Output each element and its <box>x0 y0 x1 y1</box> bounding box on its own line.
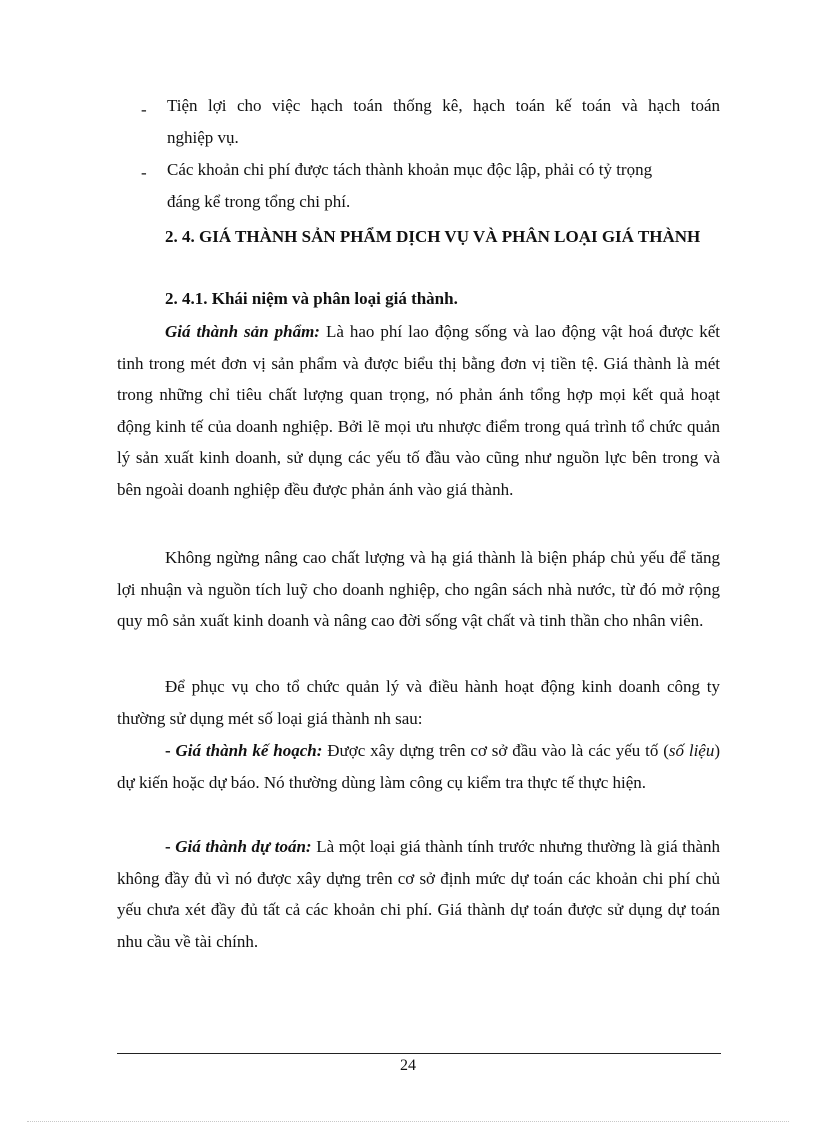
subsection-heading: 2. 4.1. Khái niệm và phân loại giá thành. <box>165 289 458 308</box>
dash: - <box>165 741 176 760</box>
bullet-line: Các khoản chi phí được tách thành khoản mục độc lập, phải có tỷ trọng <box>167 160 653 179</box>
bullet-marker: - <box>141 100 147 119</box>
paragraph-text: Được xây dựng trên cơ sở đầu vào là các yếu tố ( <box>322 741 669 760</box>
paragraph-text: Là hao phí lao động sống và lao động vật hoá được kết tinh trong mét đơn vị sản phẩm và được biểu thị bằng đơn vị tiền tệ. Giá thành là mét trong những chỉ tiêu chất lượng quan trọng, nó phản ánh tổng hợp mọi kết quả hoạt động kinh tế của doanh nghiệp. Bởi lẽ mọi ưu nhược điểm trong quá trình tổ chức quản lý sản xuất kinh doanh, sử dụng các yếu tố đầu vào cũng như nguồn lực bên trong và bên ngoài doanh nghiệp đều được phản ánh vào giá thành. <box>117 322 720 499</box>
dash: - <box>165 837 176 856</box>
italic-so-lieu: số liệu <box>668 741 715 760</box>
page-number: 24 <box>400 1057 416 1074</box>
paragraph-planned-cost <box>117 735 720 798</box>
term-gia-thanh-ke-hoach: Giá thành kế hoạch: <box>175 741 323 760</box>
bullet-item-1 <box>167 90 720 153</box>
paragraph-reduce-cost: Không ngừng nâng cao chất lượng và hạ giá thành là biện pháp chủ yếu để tăng lợi nhuận và nguồn tích luỹ cho doanh nghiệp, cho ngân sách nhà nước, từ đó mở rộng quy mô sản xuất kinh doanh và nâng cao đời sống vật chất và tinh thần cho nhân viên. <box>117 548 720 630</box>
bullet-line: đáng kể trong tổng chi phí. <box>167 191 351 211</box>
bullet-item-2 <box>167 154 720 217</box>
bullet-line: Tiện lợi cho việc hạch toán thống kê, hạch toán kế toán và hạch toán <box>167 96 720 115</box>
paragraph-estimated-cost <box>117 831 720 957</box>
paragraph-cost-types-intro: Để phục vụ cho tổ chức quản lý và điều hành hoạt động kinh doanh công ty thường sử dụng mét số loại giá thành nh sau: <box>117 677 720 728</box>
term-gia-thanh-san-pham: Giá thành sản phẩm: <box>165 322 320 341</box>
page-bottom-border <box>27 1121 789 1122</box>
term-gia-thanh-du-toan: Giá thành dự toán: <box>175 837 312 856</box>
section-heading: 2. 4. GIÁ THÀNH SẢN PHẨM DỊCH VỤ VÀ PHÂN LOẠI GIÁ THÀNH <box>165 227 701 246</box>
paragraph-text: ) dự kiến hoặc dự báo. Nó thường dùng làm công cụ kiểm tra thực tế thực hiện. <box>117 741 721 792</box>
bullet-marker: - <box>141 163 147 182</box>
bullet-line: nghiệp vụ. <box>167 127 239 147</box>
paragraph-text: Là một loại giá thành tính trước nhưng thường là giá thành không đầy đủ vì nó được xây dựng trên cơ sở định mức dự toán các khoản chi phí chủ yếu chưa xét đầy đủ tất cả các khoản chi phí. Giá thành dự toán được sử dụng dự toán nhu cầu về tài chính. <box>117 837 720 951</box>
footer-rule <box>117 1053 721 1054</box>
paragraph-definition <box>117 316 720 505</box>
